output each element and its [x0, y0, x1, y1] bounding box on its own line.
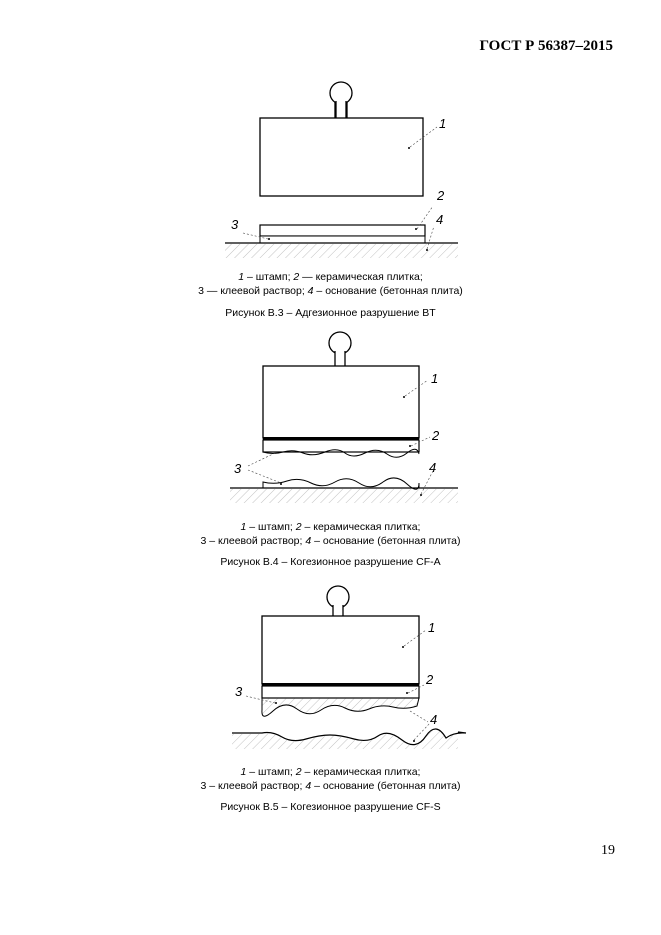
figure-b3-legend: 1 – штамп; 2 — керамическая плитка; 3 — клеевой раствор; 4 – основание (бетонная плита): [198, 271, 463, 297]
figure-b3-title: Рисунок В.3 – Адгезионное разрушение BT: [225, 307, 436, 319]
label-2: 2: [437, 188, 445, 203]
label-2: 2: [426, 672, 434, 687]
label-4: 4: [436, 212, 444, 227]
label-3: 3: [234, 461, 242, 476]
label-1: 1: [431, 371, 439, 386]
label-4: 4: [429, 460, 437, 475]
adhesive-fractured: [262, 698, 419, 716]
figure-b5-title: Рисунок В.5 – Когезионное разрушение CF-S: [220, 801, 441, 813]
label-1: 1: [439, 116, 447, 131]
figure-b4-legend: 1 – штамп; 2 – керамическая плитка; 3 – клеевой раствор; 4 – основание (бетонная плита): [200, 521, 461, 547]
label-3: 3: [235, 684, 243, 699]
page-number: 19: [601, 843, 615, 858]
label-1: 1: [428, 620, 436, 635]
tile: [262, 686, 419, 698]
label-3: 3: [231, 217, 239, 232]
figure-b4-title: Рисунок В.4 – Когезионное разрушение CF-A: [220, 556, 441, 568]
stamp-handle: [327, 586, 349, 616]
stamp: [262, 616, 419, 684]
label-2: 2: [432, 428, 440, 443]
figure-b5-legend: 1 – штамп; 2 – керамическая плитка; 3 – клеевой раствор; 4 – основание (бетонная плита): [200, 766, 461, 792]
document-header: ГОСТ Р 56387–2015: [479, 38, 613, 54]
label-4: 4: [430, 712, 438, 727]
